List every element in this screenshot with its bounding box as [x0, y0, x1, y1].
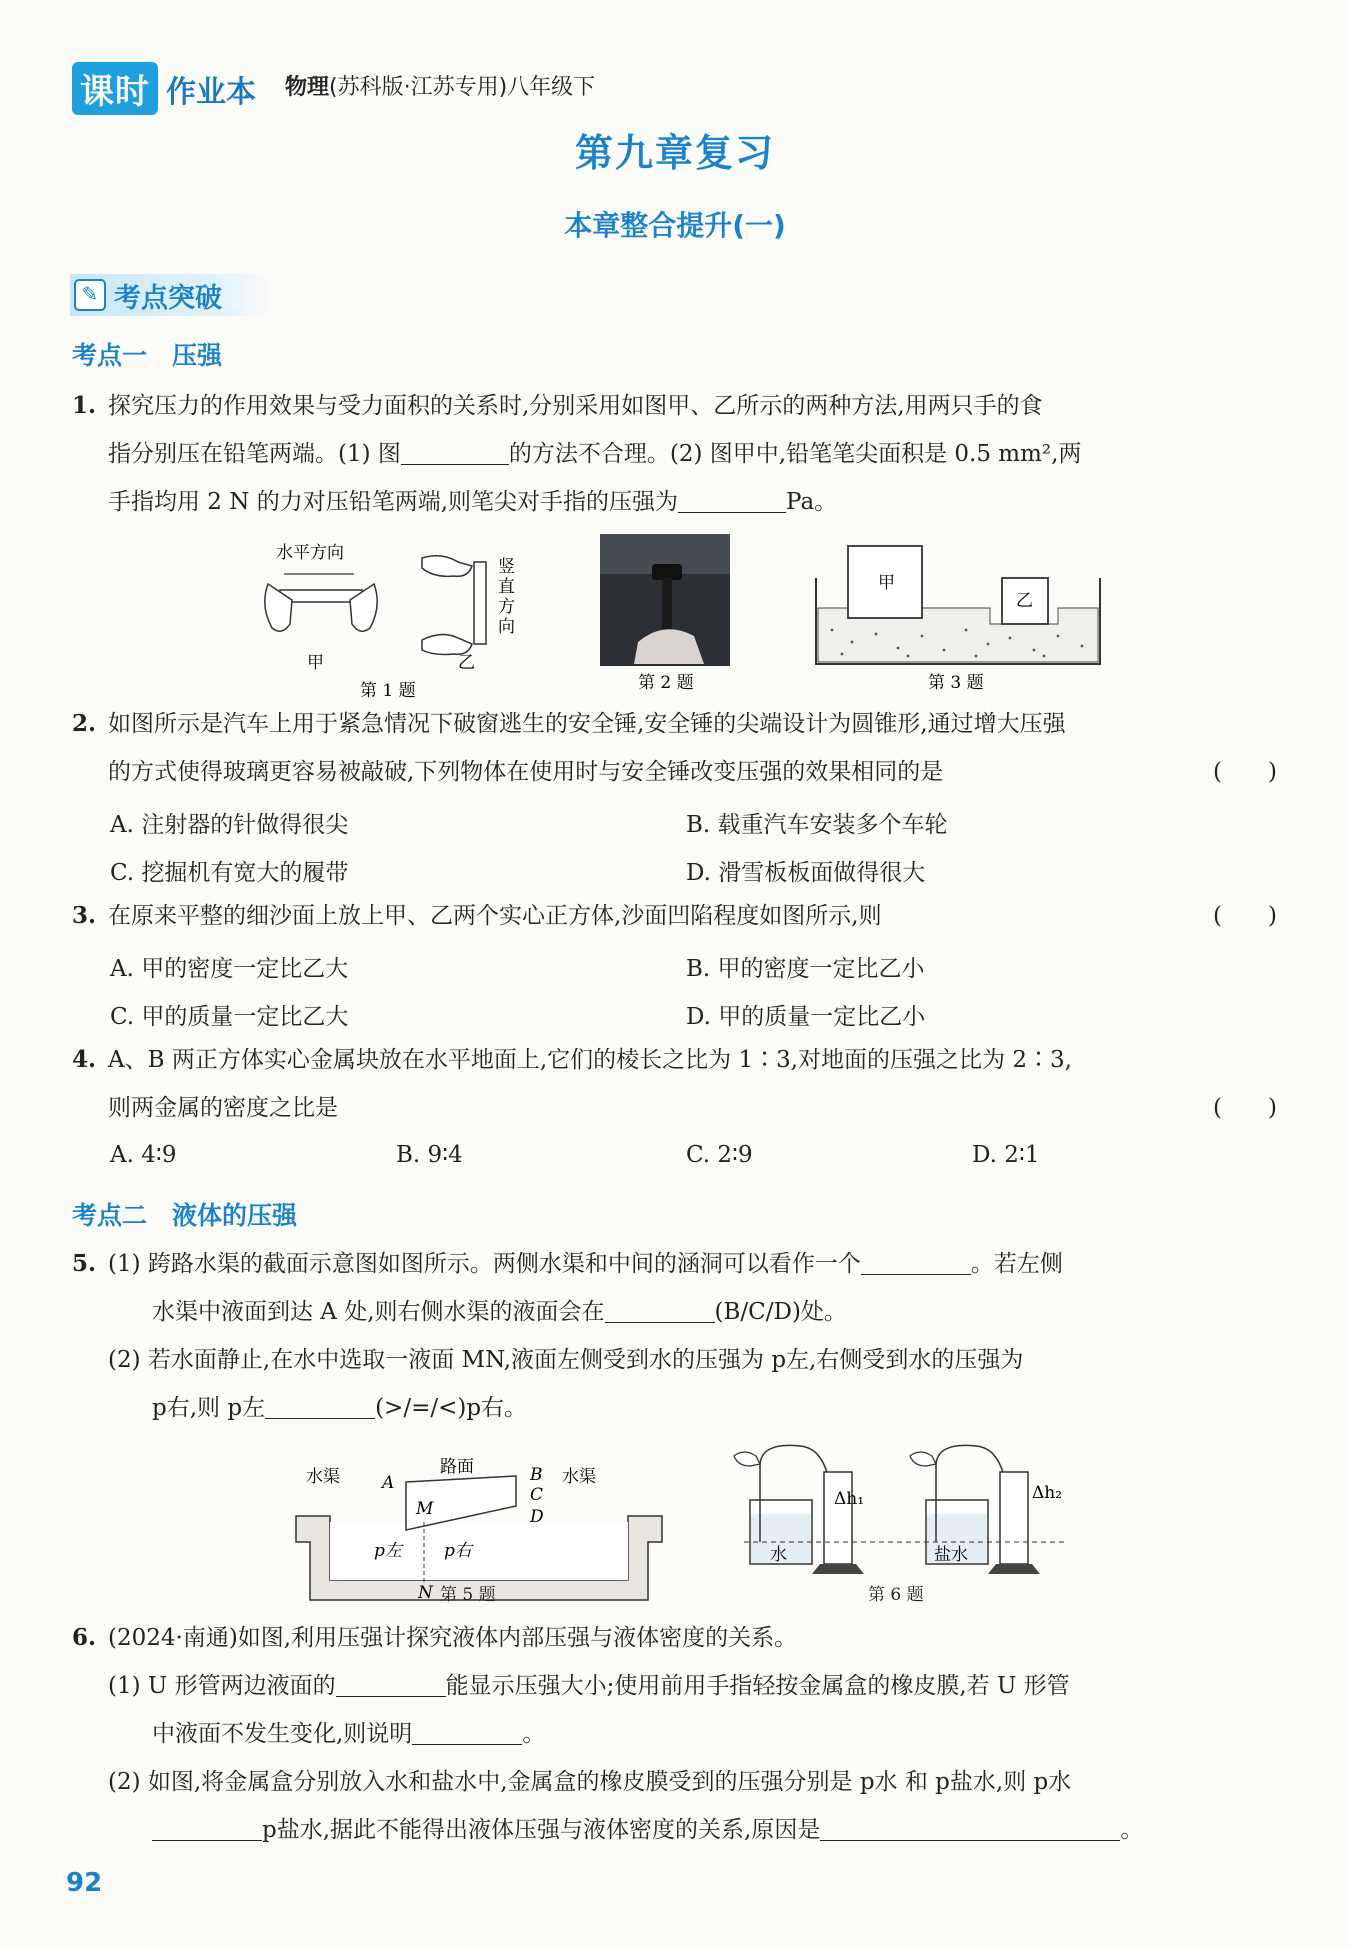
fig1-vertical-char: 向	[498, 617, 515, 637]
q4-option-d[interactable]: D. 2∶1	[972, 1142, 1040, 1168]
fig6-dh2-label: Δh₂	[1032, 1483, 1063, 1503]
q1-line3b: Pa。	[786, 489, 838, 515]
fig6-left-u-tube	[824, 1472, 852, 1564]
fig3-caption: 第 3 题	[928, 673, 984, 693]
q1-line1: 探究压力的作用效果与受力面积的关系时,分别采用如图甲、乙所示的两种方法,用两只手的食	[108, 393, 1043, 419]
question-number: 4.	[72, 1046, 97, 1073]
question-4	[72, 1036, 1277, 1132]
fig6-caption: 第 6 题	[868, 1585, 924, 1605]
question-number: 1.	[72, 392, 97, 419]
q4-option-a[interactable]: A. 4∶9	[110, 1142, 177, 1168]
fig6-right-hand	[910, 1452, 936, 1466]
figure-2-safety-hammer-photo	[598, 532, 734, 700]
fig6-brine-label: 盐水	[934, 1545, 968, 1565]
fig1-bottom-hand	[422, 634, 472, 654]
q4-line1: A、B 两正方体实心金属块放在水平地面上,它们的棱长之比为 1∶3,对地面的压强之比为 2∶3,	[108, 1047, 1072, 1073]
question-5	[72, 1240, 1277, 1432]
q3-option-b[interactable]: B. 甲的密度一定比乙小	[686, 956, 925, 982]
answer-paren[interactable]: ( )	[1213, 759, 1277, 785]
question-1	[72, 382, 1277, 526]
answer-blank[interactable]	[412, 1714, 522, 1745]
question-number: 3.	[72, 902, 97, 929]
q6-line3b: 。	[522, 1721, 546, 1747]
fig1-pencil-vertical	[474, 562, 486, 644]
answer-paren[interactable]: ( )	[1213, 1095, 1277, 1121]
subject-main: 物理	[285, 75, 330, 100]
fig2-caption: 第 2 题	[638, 673, 694, 693]
pencil-icon: ✎	[74, 279, 106, 311]
page-number: 92	[66, 1868, 103, 1898]
kaodian-one-heading: 考点一 压强	[72, 341, 223, 370]
fig1-vertical-char: 直	[498, 577, 515, 597]
fig1-horizontal-label: 水平方向	[276, 543, 344, 563]
question-2	[72, 700, 1277, 796]
fig5-point-a: A	[382, 1473, 395, 1493]
fig6-right-stand	[988, 1564, 1040, 1574]
fig6-left-hand	[734, 1452, 760, 1466]
fig1-yi-label: 乙	[458, 653, 475, 673]
answer-blank[interactable]	[401, 434, 509, 465]
q5-line4b: (>/=/<)p右。	[375, 1395, 528, 1421]
q1-line3a: 手指均用 2 N 的力对压铅笔两端,则笔尖对手指的压强为	[108, 489, 679, 515]
q6-line2a: (1) U 形管两边液面的	[108, 1673, 336, 1699]
question-number: 5.	[72, 1250, 97, 1277]
section-label: 考点突破	[114, 282, 222, 314]
figure-1-pencil-hands	[262, 540, 542, 700]
fig2-hammer-head	[652, 564, 682, 580]
question-3	[72, 892, 1277, 940]
answer-blank[interactable]	[678, 482, 786, 513]
fig1-caption: 第 1 题	[360, 681, 416, 700]
q6-line3a: 中液面不发生变化,则说明	[152, 1721, 413, 1747]
kaodian-two-heading: 考点二 液体的压强	[72, 1201, 298, 1230]
q2-line1: 如图所示是汽车上用于紧急情况下破窗逃生的安全锤,安全锤的尖端设计为圆锥形,通过增大压强	[108, 711, 1066, 737]
fig5-p-left: p左	[374, 1541, 402, 1561]
fig5-point-d: D	[530, 1507, 544, 1527]
q3-option-a[interactable]: A. 甲的密度一定比乙大	[110, 956, 349, 982]
fig6-water-label: 水	[770, 1545, 787, 1565]
fig1-vertical-char: 竖	[498, 557, 515, 577]
q2-option-c[interactable]: C. 挖掘机有宽大的履带	[110, 860, 349, 886]
fig1-jia-label: 甲	[307, 653, 324, 673]
q6-line4: (2) 如图,将金属盒分别放入水和盐水中,金属盒的橡皮膜受到的压强分别是 p水 和 p盐水,则 p水	[108, 1769, 1072, 1795]
q2-option-b[interactable]: B. 载重汽车安装多个车轮	[686, 812, 948, 838]
answer-blank[interactable]	[861, 1244, 971, 1275]
q5-line2b: (B/C/D)处。	[714, 1299, 847, 1325]
q3-option-c[interactable]: C. 甲的质量一定比乙大	[110, 1004, 349, 1030]
q6-line5a: p盐水,据此不能得出液体压强与液体密度的关系,原因是	[262, 1817, 821, 1843]
q4-line2: 则两金属的密度之比是	[108, 1095, 338, 1121]
q2-option-a[interactable]: A. 注射器的针做得很尖	[110, 812, 349, 838]
brand-logo: 课时	[72, 62, 158, 115]
fig3-yi-label: 乙	[1016, 591, 1033, 611]
fig5-point-n: N	[418, 1583, 433, 1603]
figure-3-sand-cubes	[812, 538, 1106, 700]
figure-6-pressure-gauge	[724, 1438, 1080, 1580]
answer-blank[interactable]	[820, 1810, 1120, 1841]
brand-name: 作业本	[166, 74, 256, 110]
question-6	[72, 1614, 1277, 1854]
subject-detail: (苏科版·江苏专用)八年级下	[329, 75, 596, 100]
brand	[72, 62, 256, 115]
section-badge	[70, 274, 270, 316]
q5-line3: (2) 若水面静止,在水中选取一液面 MN,液面左侧受到水的压强为 p左,右侧受到水的压强为	[108, 1347, 1024, 1373]
fig6-left-stand	[812, 1564, 864, 1574]
q1-line2a: 指分别压在铅笔两端。(1) 图	[108, 441, 401, 467]
fig2-hammer-handle	[662, 578, 672, 638]
chapter-title: 第九章复习	[574, 131, 775, 175]
fig5-caption: 第 5 题	[440, 1585, 496, 1605]
answer-paren[interactable]: ( )	[1213, 903, 1277, 929]
fig5-point-m: M	[416, 1499, 434, 1519]
question-number: 6.	[72, 1624, 97, 1651]
q5-line4a: p右,则 p左	[152, 1395, 266, 1421]
q2-line2: 的方式使得玻璃更容易被敲破,下列物体在使用时与安全锤改变压强的效果相同的是	[108, 759, 944, 785]
fig5-road-label: 路面	[440, 1457, 474, 1477]
fig5-point-b: B	[530, 1465, 543, 1485]
chapter-subtitle: 本章整合提升(一)	[564, 209, 786, 242]
q1-line2b: 的方法不合理。(2) 图甲中,铅笔笔尖面积是 0.5 mm²,两	[508, 441, 1082, 467]
q4-option-c[interactable]: C. 2∶9	[686, 1142, 753, 1168]
q2-option-d[interactable]: D. 滑雪板板面做得很大	[686, 860, 926, 886]
q5-line2a: 水渠中液面到达 A 处,则右侧水渠的液面会在	[152, 1299, 605, 1325]
question-number: 2.	[72, 710, 97, 737]
q3-option-d[interactable]: D. 甲的质量一定比乙小	[686, 1004, 926, 1030]
fig5-p-right: p右	[444, 1541, 472, 1561]
q6-line5b: 。	[1120, 1817, 1144, 1843]
fig5-left-canal-label: 水渠	[306, 1467, 340, 1487]
answer-blank[interactable]	[605, 1292, 715, 1323]
q6-line2b: 能显示压强大小;使用前用手指轻按金属盒的橡皮膜,若 U 形管	[445, 1673, 1070, 1699]
q5-line1a: (1) 跨路水渠的截面示意图如图所示。两侧水渠和中间的涵洞可以看作一个	[108, 1251, 861, 1277]
q4-option-b[interactable]: B. 9∶4	[396, 1142, 463, 1168]
answer-blank[interactable]	[265, 1388, 375, 1419]
subject-line	[285, 70, 595, 101]
fig1-top-hand	[422, 556, 472, 577]
fig5-right-canal-label: 水渠	[562, 1467, 596, 1487]
fig5-point-c: C	[530, 1485, 544, 1505]
answer-blank[interactable]	[152, 1810, 262, 1841]
fig6-dh1-label: Δh₁	[834, 1489, 865, 1509]
q5-line1b: 。若左侧	[970, 1251, 1063, 1277]
q6-line1: (2024·南通)如图,利用压强计探究液体内部压强与液体密度的关系。	[108, 1625, 798, 1651]
answer-blank[interactable]	[336, 1666, 446, 1697]
fig6-right-u-tube	[1000, 1472, 1028, 1564]
q3-line1: 在原来平整的细沙面上放上甲、乙两个实心正方体,沙面凹陷程度如图所示,则	[108, 903, 882, 929]
fig3-jia-label: 甲	[878, 573, 895, 593]
fig1-vertical-char: 方	[498, 597, 515, 617]
